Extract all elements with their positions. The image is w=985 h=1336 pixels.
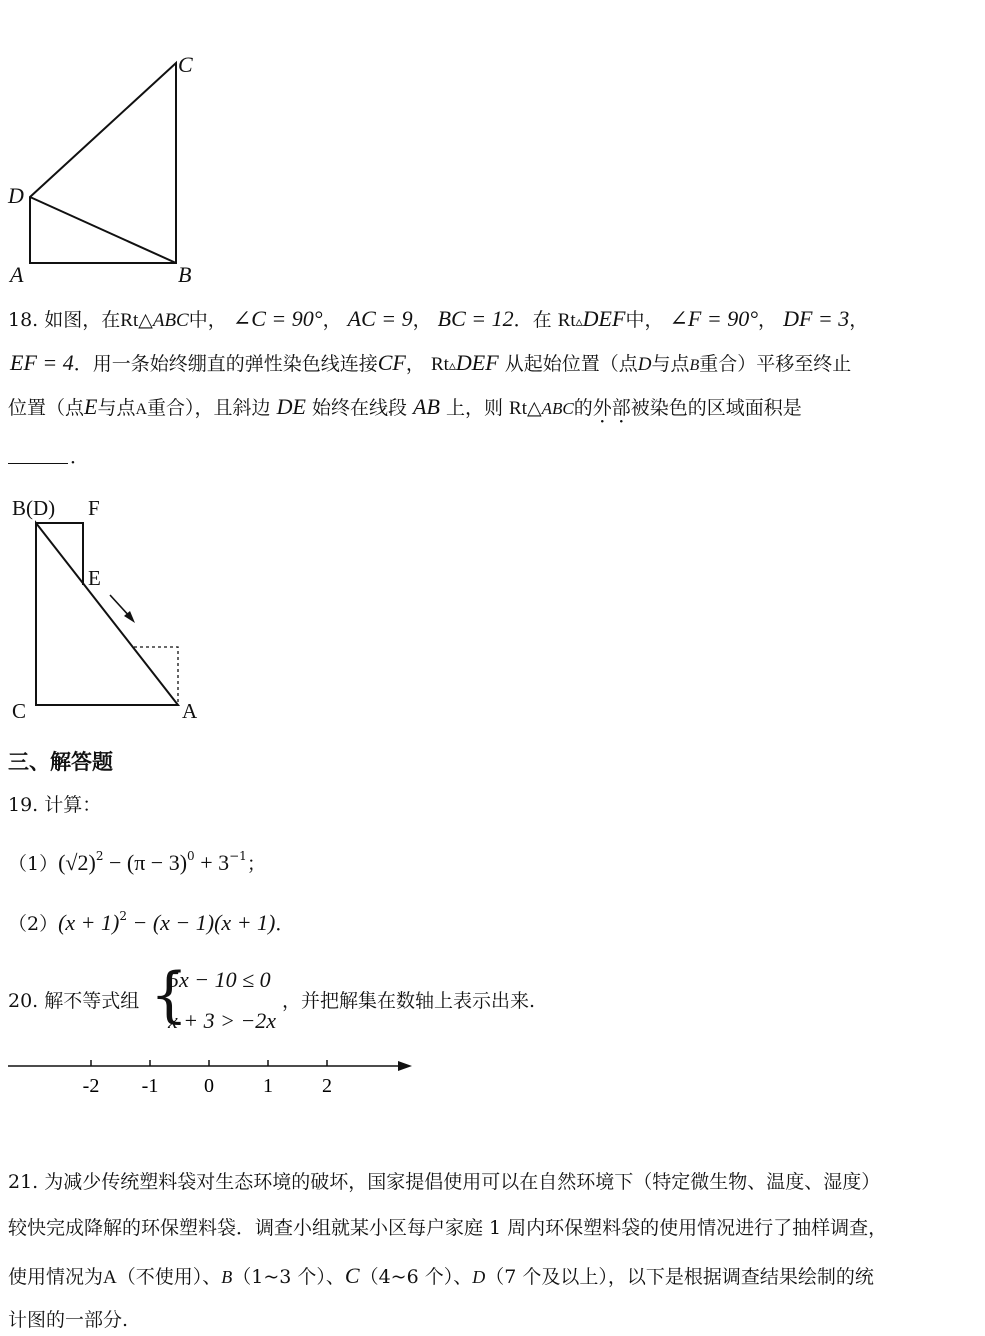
section-title: 三、解答题 — [8, 749, 113, 774]
fig18-label-a: A — [182, 699, 198, 723]
q18-de: DE — [276, 394, 306, 419]
q18-triangle-symbol: ▵ — [448, 358, 456, 374]
q19-part1-term-a: (√2) — [58, 850, 96, 875]
q21-line3 — [8, 1265, 874, 1287]
q18-bc: BC = 12 — [437, 306, 514, 331]
q18-sep: ， — [758, 309, 778, 331]
number-line-tick-label: 0 — [204, 1075, 214, 1097]
q19-part1-exp-a: 2 — [95, 849, 104, 863]
q18-text: 上，则 — [445, 397, 503, 419]
q18-text: ， — [405, 353, 425, 375]
q19-part1-exp-b: 0 — [187, 849, 195, 863]
q18-sep: ， — [322, 309, 342, 331]
number-line-arrow — [398, 1061, 412, 1071]
q18-ab: AB — [413, 394, 440, 419]
q18-text: 中， — [625, 309, 664, 331]
q19-part1-label: （1） — [8, 853, 59, 875]
q18-emphasis-wai: 外 — [592, 397, 612, 419]
q18-text: 中， — [188, 309, 227, 331]
q21-text: 使用情况为 — [8, 1266, 104, 1288]
q19-part1-end: ； — [246, 853, 266, 875]
q20-number: 20. 解不等式组 — [8, 990, 140, 1012]
q19-part1-exp-c: −1 — [229, 849, 247, 863]
q18-text: 位置（点 — [8, 397, 85, 419]
q21-text: （4~6 个）、 — [359, 1266, 473, 1288]
q19-part2 — [8, 909, 295, 935]
q18-abc: ABC — [152, 310, 189, 331]
q19-part2-term-b: − (x − 1)(x + 1) — [127, 910, 276, 935]
q18-abc: ABC — [541, 399, 574, 418]
number-line-tick-label: 1 — [263, 1075, 273, 1097]
q18-text: 重合），且斜边 — [147, 397, 271, 419]
q18-answer-blank — [8, 463, 68, 464]
q18-sep: ， — [412, 309, 432, 331]
q18-text: ．用一条始终绷直的弹性染色线连接 — [73, 353, 378, 375]
q18-sep: ， — [849, 309, 869, 331]
q19-part2-end: ． — [275, 913, 295, 935]
q18-rt-symbol: Rt — [557, 310, 576, 331]
q18-rt-symbol: Rt△ — [120, 310, 153, 331]
q18-text: 与点 — [651, 353, 690, 375]
fig18-label-bd: B(D) — [12, 496, 56, 520]
q19-part1 — [8, 849, 266, 875]
q18-triangle-symbol: ▵ — [575, 314, 583, 330]
fig17-label-c: C — [178, 52, 193, 77]
q21-option-a: A — [103, 1267, 117, 1288]
q21-text: （不使用）、 — [116, 1266, 222, 1288]
fig18-label-f: F — [88, 496, 100, 520]
q18-text: 被染色的区域面积是 — [630, 397, 802, 419]
q20-brace: { — [150, 960, 189, 1030]
q21-option-c: C — [344, 1263, 360, 1288]
q21-line1: 21. 为减少传统塑料袋对生态环境的破坏，国家提倡使用可以在自然环境下（特定微生物、温度、湿度） — [8, 1171, 881, 1193]
number-line-tick-label: 2 — [322, 1075, 332, 1097]
q21-text: （7 个及以上），以下是根据调查结果绘制的统 — [485, 1266, 874, 1288]
number-line — [0, 1050, 420, 1100]
q18-cf: CF — [377, 350, 406, 375]
q19-title: 19. 计算： — [8, 794, 102, 816]
q18-text: 的 — [573, 397, 593, 419]
q18-line3 — [8, 396, 802, 418]
q19-part2-label: （2） — [8, 913, 59, 935]
q18-number: 18. 如图，在 — [8, 309, 121, 331]
q21-line2: 较快完成降解的环保塑料袋．调查小组就某小区每户家庭 1 周内环保塑料袋的使用情况进行了抽样调查， — [8, 1217, 888, 1239]
q21-option-b: B — [221, 1267, 233, 1287]
q18-point-a: A — [135, 401, 148, 418]
q18-rt-symbol: Rt — [430, 354, 449, 375]
number-line-tick-label: -2 — [82, 1075, 100, 1097]
q18-blank-period: ． — [70, 446, 90, 468]
number-line-tick-label: -1 — [141, 1075, 159, 1097]
q18-ac: AC = 9 — [347, 306, 413, 331]
q18-point-e: E — [84, 394, 98, 419]
fig17-label-a: A — [10, 262, 24, 287]
q18-line2 — [10, 352, 851, 374]
q18-point-d: D — [637, 354, 652, 375]
q19-part1-term-c: + 3 — [194, 850, 230, 875]
q18-text: ．在 — [513, 309, 552, 331]
q19-part2-exp-a: 2 — [119, 909, 127, 923]
q18-angle-c: ∠C = 90° — [232, 306, 323, 331]
q18-rt-symbol: Rt△ — [509, 398, 542, 419]
q18-def: DEF — [455, 350, 499, 375]
q20-inequality-2: x + 3 > −2x — [168, 1008, 277, 1033]
q19-part1-term-b: − (π − 3) — [103, 850, 188, 875]
q18-line1 — [8, 308, 868, 330]
q19-part2-term-a: (x + 1) — [58, 910, 120, 935]
q18-ef: EF = 4 — [10, 350, 74, 375]
q18-text: 重合）平移至终止 — [699, 353, 852, 375]
q18-def: DEF — [582, 306, 626, 331]
q18-text: 始终在线段 — [311, 397, 407, 419]
q21-text: （1~3 个）、 — [232, 1266, 345, 1288]
q20-inequality-1: 5x − 10 ≤ 0 — [168, 967, 271, 992]
q18-df: DF = 3 — [783, 306, 850, 331]
fig18-label-c: C — [12, 699, 27, 723]
figure-18 — [0, 515, 220, 715]
q20-tail: ，并把解集在数轴上表示出来. — [282, 990, 536, 1012]
fig17-label-b: B — [178, 262, 192, 287]
fig18-label-e: E — [88, 566, 101, 590]
q18-text: 从起始位置（点 — [504, 353, 638, 375]
fig17-label-d: D — [8, 183, 24, 208]
q21-option-d: D — [472, 1267, 486, 1287]
q18-angle-f: ∠F = 90° — [669, 306, 759, 331]
q21-line4: 计图的一部分. — [8, 1309, 129, 1331]
q18-point-b: B — [689, 357, 700, 374]
q18-text: 与点 — [97, 397, 136, 419]
figure-17 — [0, 50, 220, 290]
q18-emphasis-bu: 部 — [611, 397, 631, 419]
